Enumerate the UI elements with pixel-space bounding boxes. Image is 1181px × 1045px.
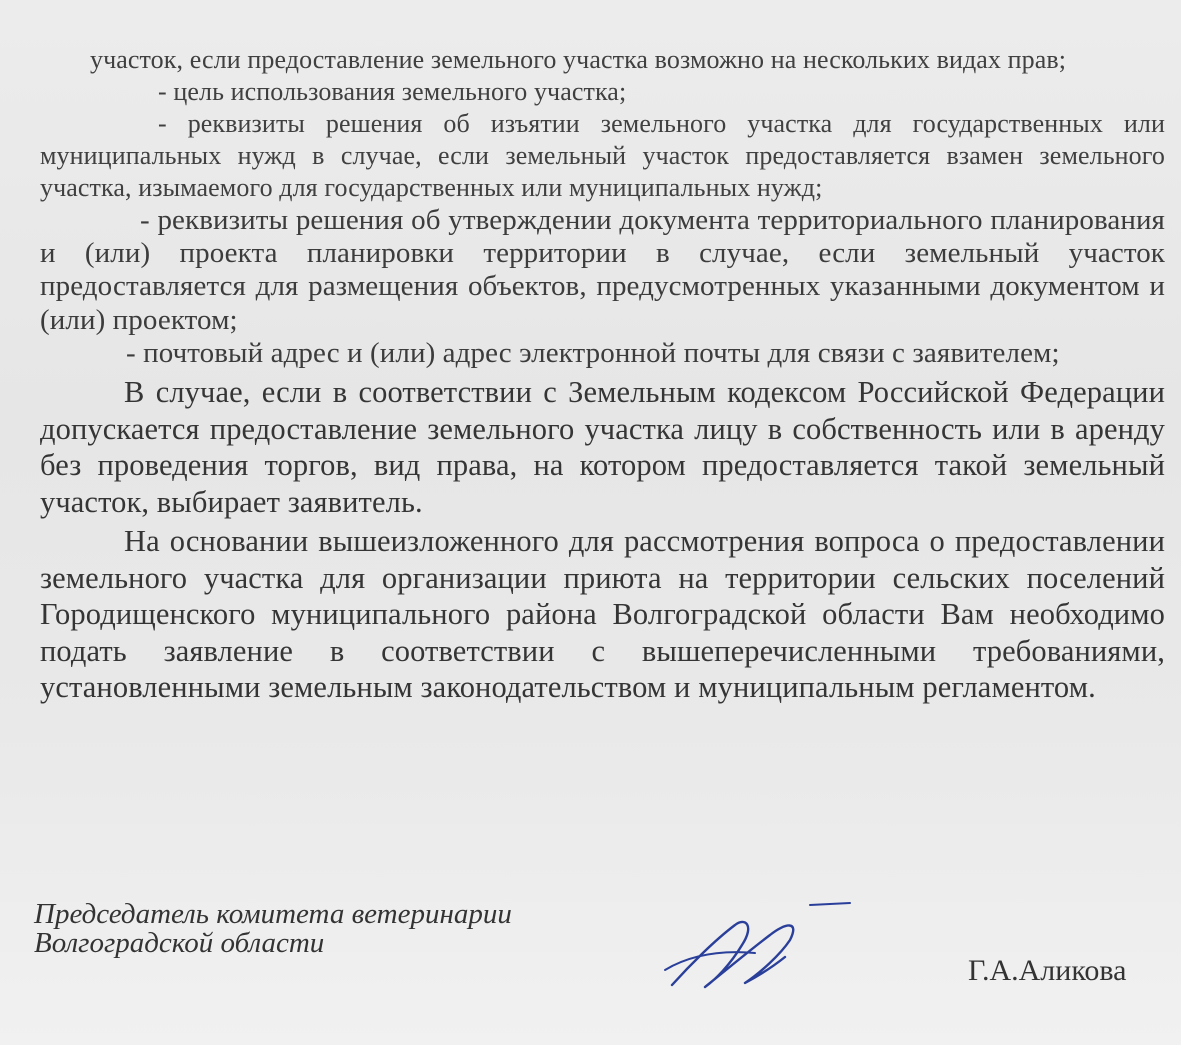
handwritten-signature	[660, 895, 860, 1000]
signer-title-line-1: Председатель комитета ветеринарии	[34, 898, 512, 930]
signer-title	[34, 900, 512, 958]
paragraph-conclusion: На основании вышеизложенного для рассмотрения вопроса о предоставлении земельного участка для организации приюта на территории сельских поселений Городищенского муниципального района Волгоградской области Вам необходимо подать заявление в соответствии с вышеперечисленными требованиями, установленными земельным законодательством и муниципальным регламентом.	[40, 524, 1165, 705]
signer-name: Г.А.Аликова	[968, 954, 1127, 987]
signer-title-line-2: Волгоградской области	[34, 927, 325, 959]
paragraph-purpose: - цель использования земельного участка;	[158, 77, 627, 106]
paragraph-contact-address: - почтовый адрес и (или) адрес электронной почты для связи с заявителем;	[126, 336, 1060, 369]
paragraph-land-code: В случае, если в соответствии с Земельным кодексом Российской Федерации допускается предоставление земельного участка лицу в собственность или в аренду без проведения торгов, вид права, на котором предоставляется такой земельный участок, выбирает заявитель.	[40, 375, 1165, 519]
document-body	[40, 44, 1165, 706]
paragraph-planning-details: - реквизиты решения об утверждении документа территориального планирования и (или) проекта планировки территории в случае, если земельный участок предоставляется для размещения объектов, предусмотренных указанными документом и (или) проектом;	[40, 204, 1165, 336]
paragraph-withdrawal-details: - реквизиты решения об изъятии земельного участка для государственных или муниципальных нужд в случае, если земельный участок предоставляется взамен земельного участка, изымаемого для государственных или муниципальных нужд;	[40, 109, 1165, 202]
paragraph-rights-kind: участок, если предоставление земельного участка возможно на нескольких видах прав;	[90, 45, 1067, 74]
